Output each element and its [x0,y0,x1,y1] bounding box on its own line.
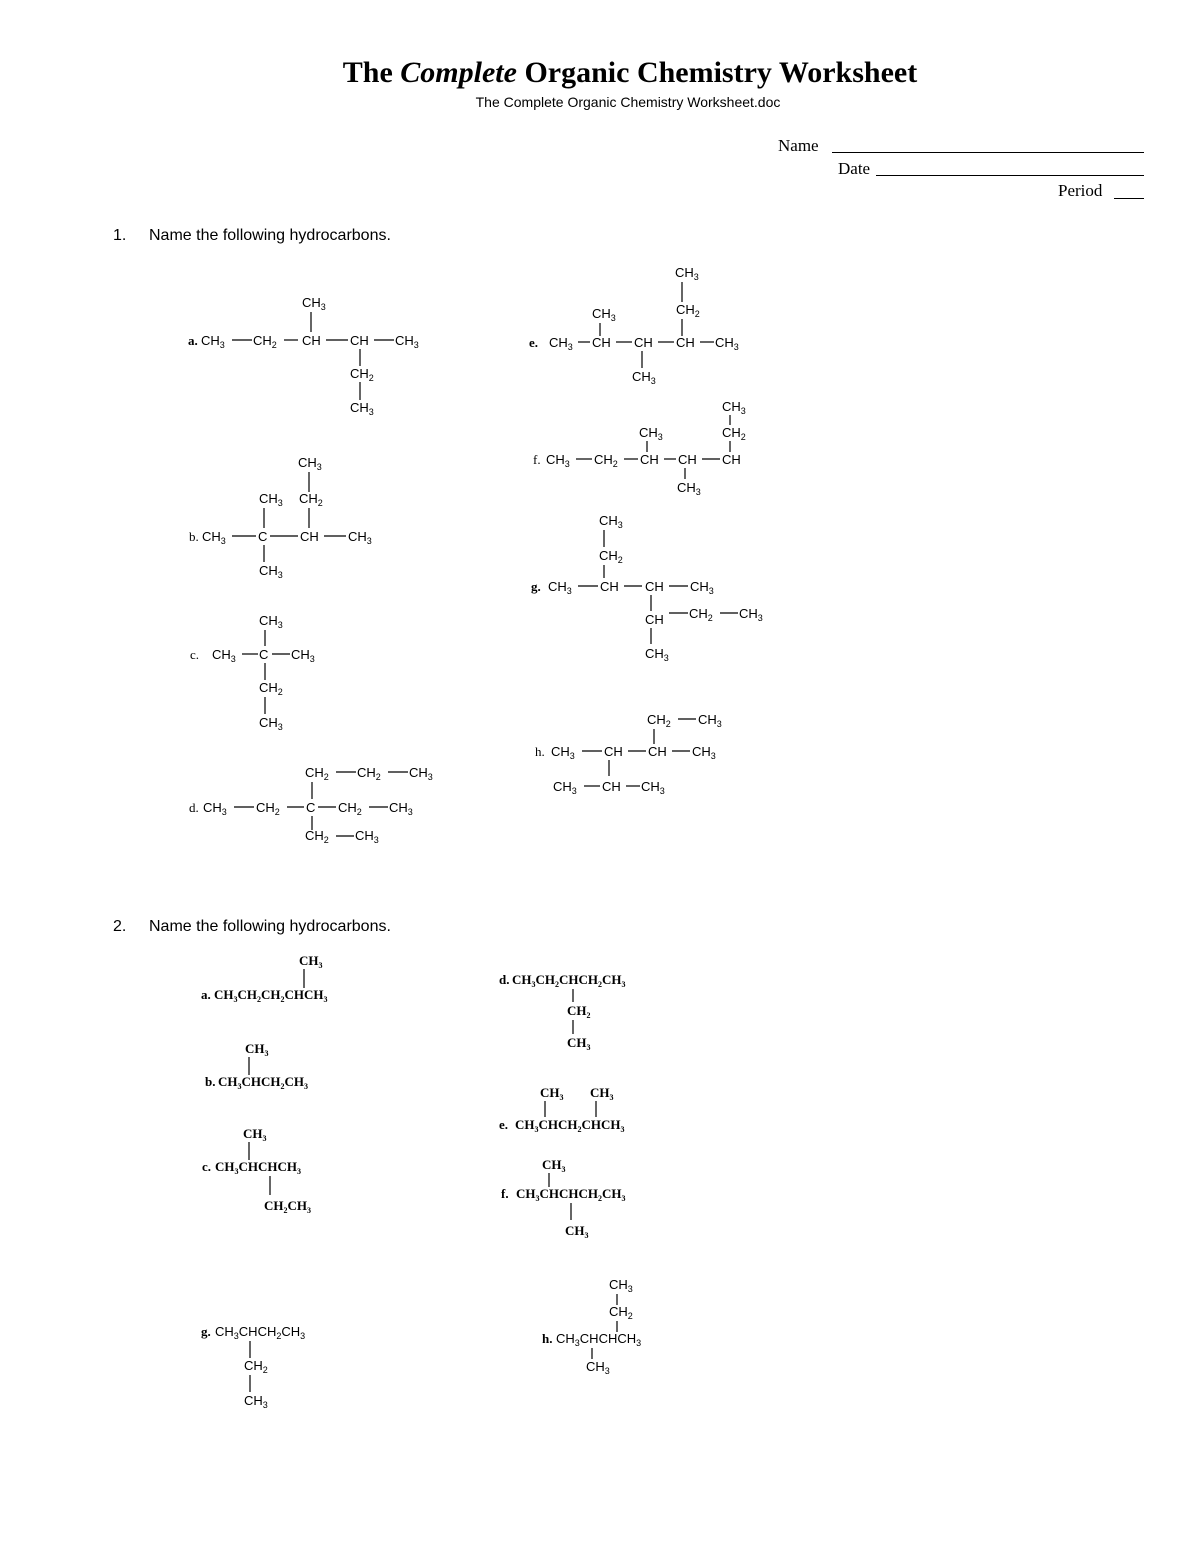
svg-text:CH2: $CH_2$ [256,800,280,817]
svg-text:CH: CH [676,335,695,350]
svg-text:CH3: $CH_3$ [259,613,283,630]
question-number: 2. [113,918,127,935]
svg-text:CH2: $CH_2$ [253,333,277,350]
svg-text:CH2: $CH_2$ [647,712,671,729]
svg-text:CH3CHCH2CH3: $CH_3CHCH_2CH_3$ [215,1324,306,1341]
svg-text:CH2: $CH_2$ [299,491,323,508]
structure-2c [202,1126,311,1215]
svg-text:CH2: $CH_2$ [594,452,618,469]
structure-label: g. [531,579,541,594]
svg-text:CH3CHCH2CHCH3: $CH_3CHCH_2CHCH_3$ [515,1117,625,1134]
structure-2h [542,1277,641,1376]
svg-text:CH3: $CH_3$ [722,399,746,416]
svg-text:CH3: $CH_3$ [690,579,714,596]
title-prefix: The [342,56,393,89]
svg-text:C: C [306,800,316,815]
svg-text:CH3CHCHCH2CH3: $CH_3CHCHCH_2CH_3$ [516,1186,626,1203]
svg-text:CH: CH [678,452,697,467]
svg-text:CH3: $CH_3$ [609,1277,633,1294]
structure-label: h. [535,744,545,759]
svg-text:CH3: $CH_3$ [599,513,623,530]
svg-text:CH3: $CH_3$ [567,1035,591,1052]
svg-text:CH2: $CH_2$ [305,765,329,782]
svg-text:CH3: $CH_3$ [641,779,665,796]
structure-1g [531,513,763,663]
svg-text:CH2: $CH_2$ [357,765,381,782]
structure-2b [205,1041,308,1091]
svg-text:CH3CHCHCH3: $CH_3CHCHCH_3$ [215,1159,301,1176]
svg-text:CH2: $CH_2$ [689,606,713,623]
svg-text:CH3: $CH_3$ [259,563,283,580]
structure-label: d. [189,800,199,815]
structure-2e [499,1085,625,1134]
file-name-subtitle: The Complete Organic Chemistry Worksheet.doc [475,94,781,110]
svg-text:CH2: $CH_2$ [259,680,283,697]
structure-label: c. [202,1159,212,1174]
svg-text:CH3: $CH_3$ [348,529,372,546]
svg-text:CH3: $CH_3$ [632,369,656,386]
structure-label: f. [501,1186,509,1201]
svg-text:CH3: $CH_3$ [698,712,722,729]
svg-text:CH3: $CH_3$ [298,455,322,472]
structure-label: d. [499,972,510,987]
question-number: 1. [113,227,127,244]
svg-text:CH: CH [604,744,623,759]
structure-1h [535,712,722,796]
svg-text:CH3: $CH_3$ [299,953,323,970]
svg-text:CH3: $CH_3$ [542,1157,566,1174]
structure-1c [190,613,315,732]
svg-text:CH3: $CH_3$ [243,1126,267,1143]
svg-text:CH3: $CH_3$ [677,480,701,497]
svg-text:CH2: $CH_2$ [599,548,623,565]
structure-1b [189,455,372,580]
svg-text:CH3: $CH_3$ [302,295,326,312]
svg-text:CH2: $CH_2$ [244,1358,268,1375]
svg-text:CH3: $CH_3$ [639,425,663,442]
svg-text:CH2: $CH_2$ [722,425,746,442]
svg-text:CH3: $CH_3$ [565,1223,589,1240]
svg-text:C: C [259,647,269,662]
svg-text:CH: CH [602,779,621,794]
svg-text:CH2: $CH_2$ [609,1304,633,1321]
svg-text:CH: CH [634,335,653,350]
svg-text:CH: CH [648,744,667,759]
svg-text:CH3: $CH_3$ [715,335,739,352]
structure-label: e. [529,335,539,350]
question-prompt: Name the following hydrocarbons. [149,227,391,244]
svg-text:CH3CHCHCH3: $CH_3CHCHCH_3$ [556,1331,642,1348]
svg-text:CH2: $CH_2$ [338,800,362,817]
svg-text:CH3: $CH_3$ [409,765,433,782]
svg-text:CH3: $CH_3$ [553,779,577,796]
svg-text:CH3CHCH2CH3: $CH_3CHCH_2CH_3$ [218,1074,308,1091]
svg-text:CH3: $CH_3$ [389,800,413,817]
svg-text:CH: CH [350,333,369,348]
svg-text:CH3: $CH_3$ [548,579,572,596]
svg-text:CH2: $CH_2$ [567,1003,591,1020]
structure-label: a. [201,987,211,1002]
svg-text:CH3: $CH_3$ [201,333,225,350]
svg-text:CH3: $CH_3$ [549,335,573,352]
svg-text:CH3: $CH_3$ [202,529,226,546]
structure-label: c. [190,647,200,662]
svg-text:CH3: $CH_3$ [212,647,236,664]
structure-label: g. [201,1324,211,1339]
date-label: Date [838,159,871,178]
structure-1f [533,399,746,497]
svg-text:CH: CH [592,335,611,350]
svg-text:CH: CH [645,579,664,594]
structure-label: e. [499,1117,509,1132]
structure-label: b. [205,1074,216,1089]
structure-label: b. [189,529,199,544]
svg-text:CH: CH [722,452,741,467]
svg-text:CH3: $CH_3$ [739,606,763,623]
svg-text:CH3: $CH_3$ [291,647,315,664]
title-italic-word: Complete [400,56,517,89]
svg-text:CH3: $CH_3$ [540,1085,564,1102]
svg-text:CH3: $CH_3$ [551,744,575,761]
svg-text:CH3: $CH_3$ [692,744,716,761]
structure-label: f. [533,452,541,467]
structure-1a [188,295,419,417]
svg-text:CH3: $CH_3$ [592,306,616,323]
svg-text:CH3: $CH_3$ [245,1041,269,1058]
svg-text:CH3: $CH_3$ [645,646,669,663]
svg-text:CH2: $CH_2$ [305,828,329,845]
svg-text:CH2: $CH_2$ [350,366,374,383]
structure-1e [529,265,739,386]
svg-text:CH3: $CH_3$ [259,715,283,732]
question-prompt: Name the following hydrocarbons. [149,918,391,935]
structure-1d [189,765,433,845]
svg-text:CH: CH [645,612,664,627]
svg-text:CH3CH2CH2CHCH3: $CH_3CH_2CH_2CHCH_3$ [214,987,328,1004]
structure-2f [501,1157,626,1240]
svg-text:CH2CH3: $CH_2CH_3$ [264,1198,311,1215]
svg-text:CH3: $CH_3$ [203,800,227,817]
svg-text:CH3: $CH_3$ [259,491,283,508]
name-label: Name [778,136,819,155]
svg-text:CH3CH2CHCH2CH3: $CH_3CH_2CHCH_2CH_3$ [512,972,626,989]
svg-text:CH3: $CH_3$ [590,1085,614,1102]
svg-text:CH3: $CH_3$ [675,265,699,282]
svg-text:CH3: $CH_3$ [395,333,419,350]
svg-text:CH3: $CH_3$ [355,828,379,845]
svg-text:CH2: $CH_2$ [676,302,700,319]
structure-2a [201,953,328,1004]
svg-text:CH3: $CH_3$ [350,400,374,417]
structure-label: h. [542,1331,553,1346]
svg-text:CH3: $CH_3$ [244,1393,268,1410]
svg-text:CH3: $CH_3$ [546,452,570,469]
svg-text:CH: CH [300,529,319,544]
title-suffix: Organic Chemistry Worksheet [524,56,918,89]
period-label: Period [1058,181,1103,200]
svg-text:CH3: $CH_3$ [586,1359,610,1376]
svg-text:C: C [258,529,268,544]
svg-text:CH: CH [302,333,321,348]
svg-text:CH: CH [640,452,659,467]
svg-text:CH: CH [600,579,619,594]
structure-2g [201,1324,305,1410]
structure-2d [499,972,626,1052]
structure-label: a. [188,333,198,348]
